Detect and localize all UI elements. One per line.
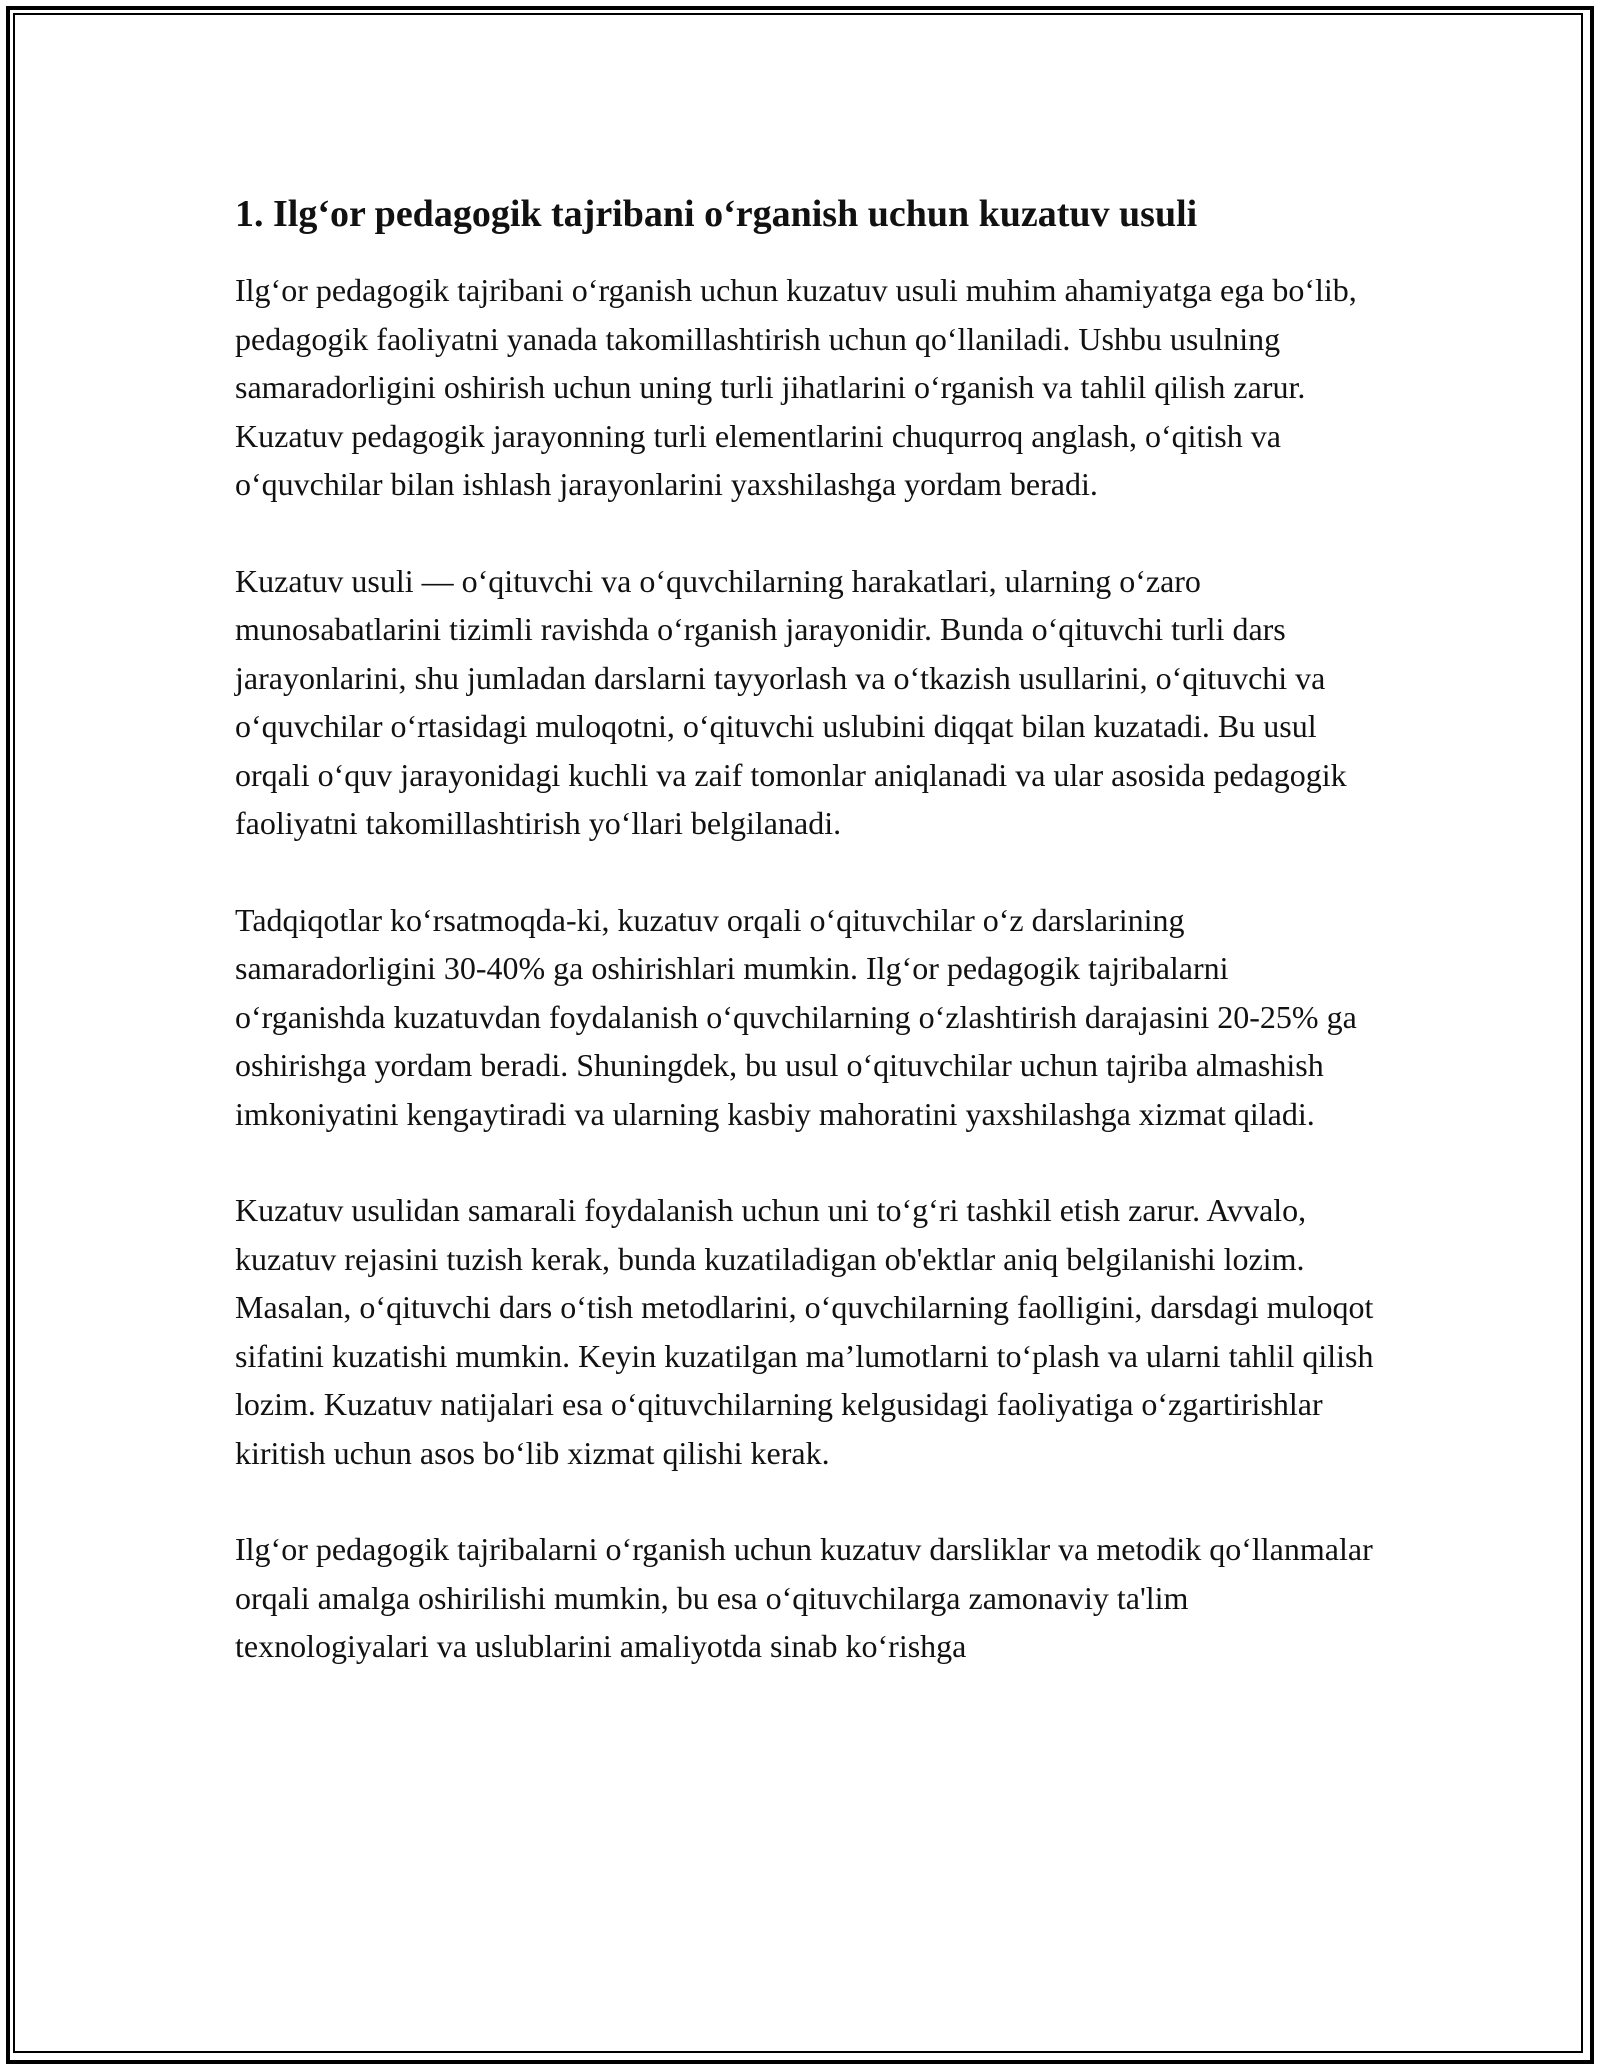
paragraph-3: Tadqiqotlar ko‘rsatmoqda-ki, kuzatuv orqali o‘qituvchilar o‘z darslarining samaradorligini 30-40% ga oshirishlari mumkin. Ilg‘or pedagogik tajribalarni o‘rganishda kuzatuvdan foydalanish o‘quvchilarning o‘zlashtirish darajasini 20-25% ga oshirishga yordam beradi. Shuningdek, bu usul o‘qituvchilar uchun tajriba almashish imkoniyatini kengaytiradi va ularning kasbiy mahoratini yaxshilashga xizmat qiladi. [235,901,1357,1132]
paragraph-2: Kuzatuv usuli — o‘qituvchi va o‘quvchilarning harakatlari, ularning o‘zaro munosabatlarini tizimli ravishda o‘rganish jarayonidir. Bunda o‘qituvchi turli dars jarayonlarini, shu jumladan darslarni tayyorlash va o‘tkazish usullarini, o‘qituvchi va o‘quvchilar o‘rtasidagi muloqotni, o‘qituvchi uslubini diqqat bilan kuzatadi. Bu usul orqali o‘quv jarayonidagi kuchli va zaif tomonlar aniqlanadi va ular asosida pedagogik faoliyatni takomillashtirish yo‘llari belgilanadi. [235,562,1347,841]
document-body [235,186,1375,1719]
paragraph-4: Kuzatuv usulidan samarali foydalanish uchun uni to‘g‘ri tashkil etish zarur. Avvalo, kuzatuv rejasini tuzish kerak, bunda kuzatiladigan ob'ektlar aniq belgilanishi lozim. Masalan, o‘qituvchi dars o‘tish metodlarini, o‘quvchilarning faolligini, darsdagi muloqot sifatini kuzatishi mumkin. Keyin kuzatilgan ma’lumotlarni to‘plash va ularni tahlil qilish lozim. Kuzatuv natijalari esa o‘qituvchilarning kelgusidagi faoliyatiga o‘zgartirishlar kiritish uchun asos bo‘lib xizmat qilishi kerak. [235,1192,1374,1471]
paragraph-5: Ilg‘or pedagogik tajribalarni o‘rganish uchun kuzatuv darsliklar va metodik qo‘llanmalar orqali amalga oshirilishi mumkin, bu esa o‘qituvchilarga zamonaviy ta'lim texnologiyalari va uslublarini amaliyotda sinab ko‘rishga [235,1531,1373,1664]
paragraph-1: Ilg‘or pedagogik tajribani o‘rganish uchun kuzatuv usuli muhim ahamiyatga ega bo‘lib, pedagogik faoliyatni yanada takomillashtirish uchun qo‘llaniladi. Ushbu usulning samaradorligini oshirish uchun uning turli jihatlarini o‘rganish va tahlil qilish zarur. Kuzatuv pedagogik jarayonning turli elementlarini chuqurroq anglash, o‘qitish va o‘quvchilar bilan ishlash jarayonlarini yaxshilashga yordam beradi. [235,272,1357,502]
section-heading: 1. Ilg‘or pedagogik tajribani o‘rganish uchun kuzatuv usuli [235,193,1198,235]
